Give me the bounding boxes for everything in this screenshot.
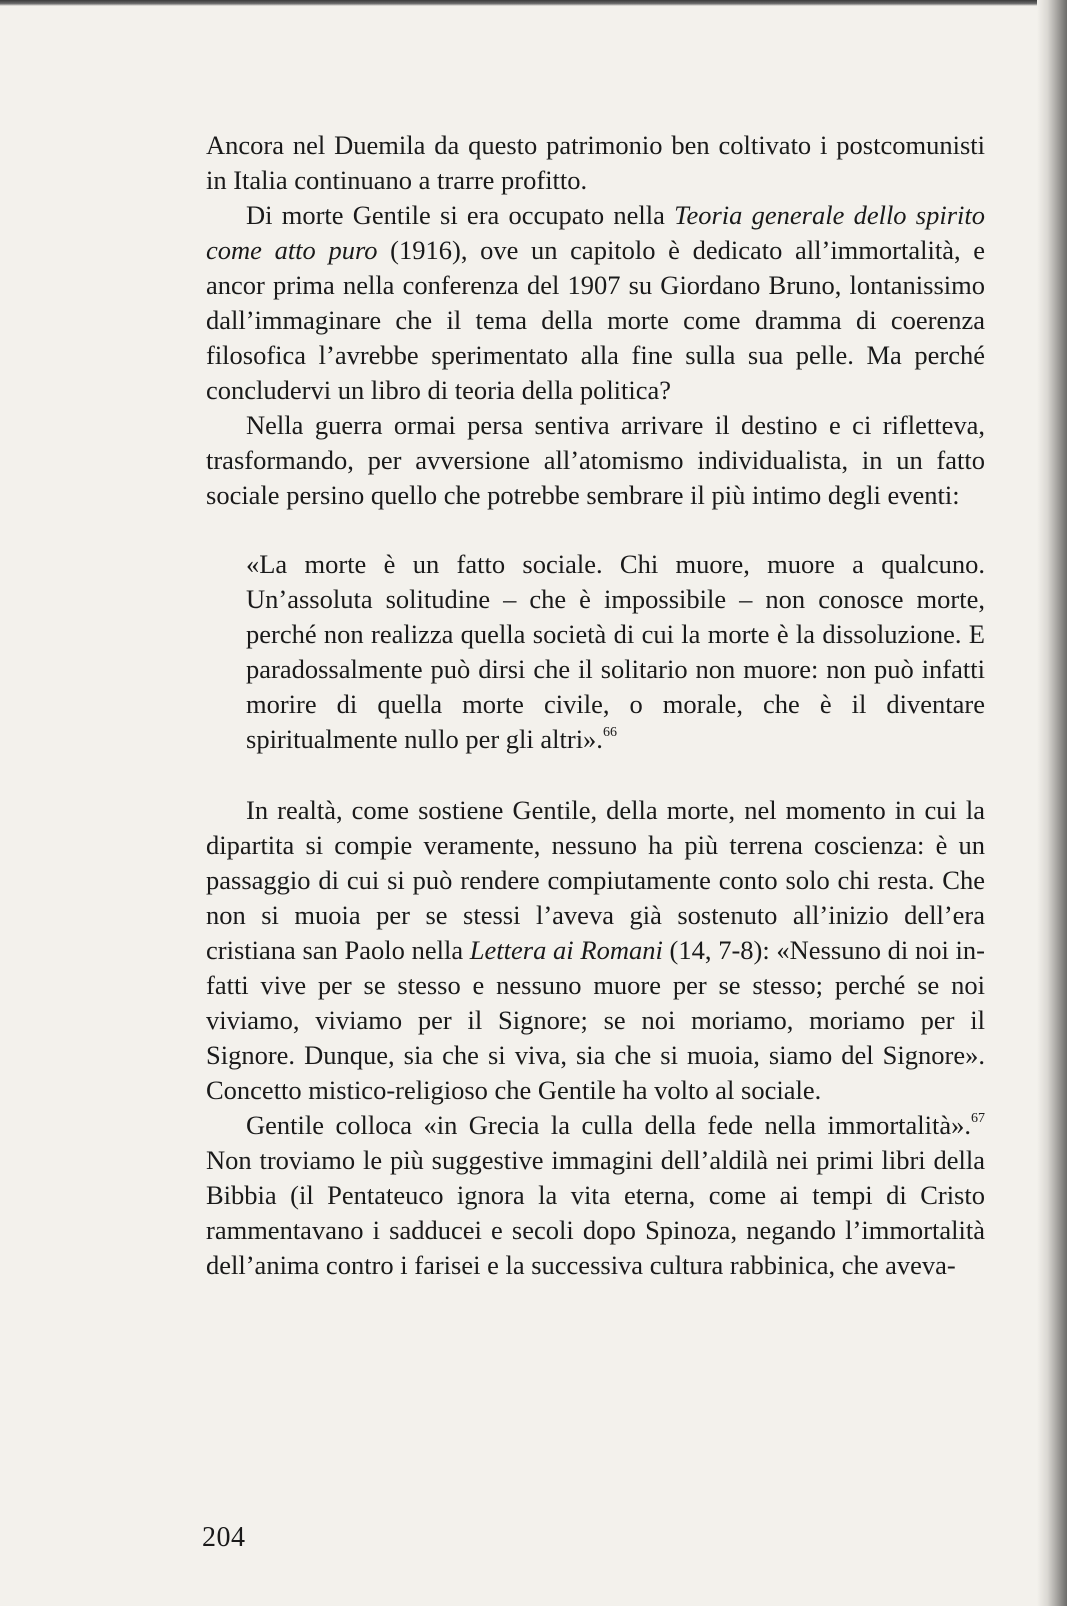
paragraph-5-text-b: Non troviamo le più suggestive immagini dell’aldilà nei primi libri della Bibbia (il Pentateuco ignora la vita eterna, come ai tempi di Cristo rammentavano i sadducei e secoli dopo Spinoza, negando l’immortalità dell’anima contro i farisei e la successiva cultura rabbinica, che aveva-	[206, 1145, 985, 1280]
page-number: 204	[202, 1522, 246, 1553]
page-top-edge-shadow	[0, 0, 1067, 6]
paragraph-4-text-a: In realtà, come sostiene Gentile, della morte, nel momento in cui la dipartita si compie veramente, nessuno ha più terrena coscienza: è un passaggio di cui si può rendere compiutamente conto solo chi resta. Che non si muoia per se stessi l’aveva già sostenuto all’inizio dell’era cristiana san Paolo nella	[206, 795, 985, 965]
paragraph-1-text: Ancora nel Duemila da questo patrimonio ben coltivato i postcomunisti in Italia continuano a trarre profitto.	[206, 130, 985, 195]
paragraph-3-text: Nella guerra ormai persa sentiva arrivare il destino e ci rifletteva, trasformando, per avversione all’atomismo individualista, in un fatto sociale persino quello che potrebbe sembrare il più intimo degli eventi:	[206, 410, 985, 510]
paragraph-2-text-a: Di morte Gentile si era occupato nella	[246, 200, 675, 230]
paragraph-5	[206, 1108, 985, 1283]
page-body-text	[206, 128, 985, 1283]
paragraph-4-text-b: (14, 7-8): «Nessuno di noi infatti vive per se stesso e nessuno muore per se stesso; perché se noi viviamo, viviamo per il Signore; se noi moriamo, moriamo per il Signore. Dunque, sia che si viva, sia che si muoia, siamo del Signore». Concetto mistico-religioso che Gentile ha volto al sociale.	[206, 935, 985, 1105]
paragraph-5-text-a: Gentile colloca «in Grecia la culla della fede nella immortalità».	[246, 1110, 971, 1140]
paragraph-2-text-b: (1916), ove un capitolo è dedicato all’immortalità, e ancor prima nella conferenza del 1907 su Giordano Bruno, lontanissimo dall’immaginare che il tema della morte come dramma di coerenza filosofica l’avrebbe sperimentato alla fine sulla sua pelle. Ma perché concludervi un libro di teoria della politica?	[206, 235, 985, 405]
footnote-marker-67: 67	[971, 1111, 985, 1127]
block-quotation	[206, 547, 985, 757]
footnote-marker-66: 66	[602, 725, 617, 741]
paragraph-2	[206, 198, 985, 408]
book-title-lettera-ai-romani: Lettera ai Romani	[469, 935, 663, 965]
quotation-text: «La morte è un fatto sociale. Chi muore, muore a qualcuno. Un’assoluta solitudine – che è impossibile – non conosce morte, perché non realizza quella società di cui la morte è la dissoluzione. E paradossalmente può dirsi che il solitario non muore: non può infatti morire di quella morte civile, o morale, che è il diventare spiritualmente nullo per gli altri».	[246, 549, 985, 754]
paragraph-3	[206, 408, 985, 513]
book-gutter-shadow	[1037, 0, 1067, 1606]
paragraph-4	[206, 793, 985, 1108]
paragraph-1	[206, 128, 985, 198]
book-title-teoria-generale: Teoria generale dello spirito come atto puro	[206, 200, 986, 265]
